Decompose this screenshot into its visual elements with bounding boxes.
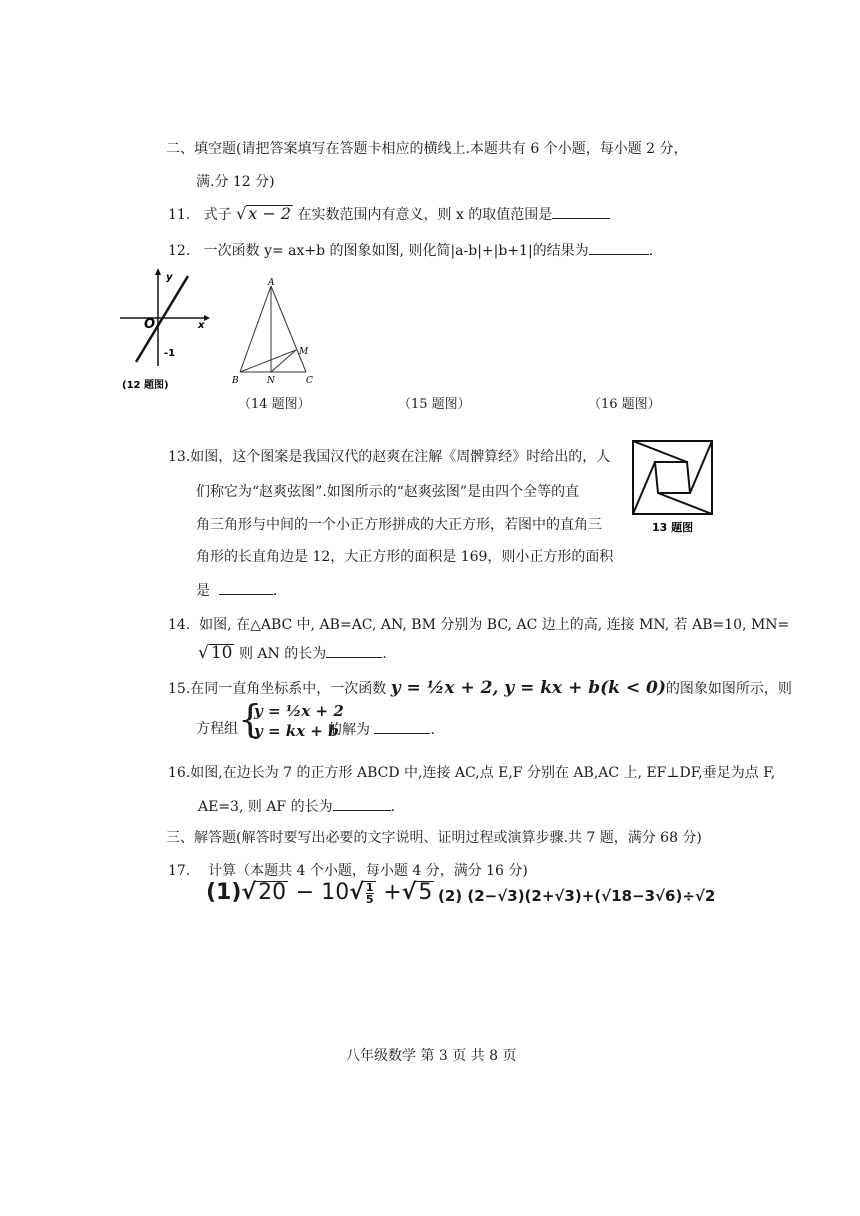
fig14-label-c: C <box>306 376 313 386</box>
section3-heading: 三、解答题(解答时要写出必要的文字说明、证明过程或演算步骤.共 7 题，满分 68 分) <box>166 830 702 846</box>
q15-number: 15. <box>168 681 191 697</box>
q13-line4: 角形的长直角边是 12，大正方形的面积是 169，则小正方形的面积 <box>196 549 614 565</box>
figure-13 <box>632 440 714 536</box>
q17-p1-root-c: 5 <box>418 880 433 905</box>
q17-part1 <box>206 880 434 912</box>
q11-number: 11. <box>168 207 191 223</box>
q13-end: . <box>272 583 278 599</box>
q14-end: . <box>382 646 387 662</box>
fig13-inner-square <box>655 462 690 493</box>
q11-post: 在实数范围内有意义，则 x 的取值范围是 <box>297 207 553 223</box>
q17-number: 17. <box>168 863 191 879</box>
q11-expr: x − 2 <box>248 204 292 223</box>
q14-line2 <box>198 643 387 663</box>
q13-answer-blank <box>219 582 273 595</box>
fig13-outer-square <box>633 441 712 514</box>
q16-line2 <box>198 796 395 816</box>
q17-p1-plus: + <box>383 880 402 905</box>
q14-text-1: 如图, 在△ABC 中, AB=AC, AN, BM 分别为 BC, AC 边上的高, 连接 MN, 若 AB=10, MN= <box>199 617 790 633</box>
q14-line1 <box>168 614 789 634</box>
q17-p1-radical-c: √5 <box>401 880 433 905</box>
fig13-caption: 13 题图 <box>652 521 694 534</box>
q15-text-1b: 的图象如图所示，则 <box>665 681 792 697</box>
q14-root: 10 <box>210 643 233 663</box>
fig12-origin-label: O <box>144 317 156 332</box>
section2-heading-cont: 满.分 12 分) <box>196 174 275 190</box>
q15-end: . <box>430 722 435 738</box>
q14-radical: √ 10 <box>198 643 233 663</box>
q15-system-eq1: y = ½x + 2 <box>254 702 344 720</box>
fig13-line-4 <box>633 462 655 514</box>
q15-line1 <box>168 678 792 698</box>
caption-15: （15 题图） <box>398 397 471 412</box>
q17-part2-expr: (2−√3)(2+√3)+(√18−3√6)÷√2 <box>467 887 716 905</box>
q13-line1 <box>168 446 610 466</box>
fig14-label-m: M <box>299 347 309 357</box>
figure-12 <box>118 266 218 394</box>
q13-text-5: 是 <box>196 583 210 599</box>
question-12 <box>168 240 653 260</box>
fig12-x-arrow <box>204 315 210 321</box>
q15-brace: { <box>238 697 263 741</box>
q12-text: 一次函数 y= ax+b 的图象如图, 则化简|a-b|+|b+1|的结果为 <box>203 243 589 259</box>
caption-14: （14 题图） <box>238 397 311 412</box>
q13-text-1: 如图，这个图案是我国汉代的赵爽在注解《周髀算经》时给出的，人 <box>190 449 611 465</box>
q11-radical: √ x − 2 <box>236 204 292 223</box>
q15-line2-tail <box>328 719 435 739</box>
q17-p1-minus: − 10 <box>295 880 350 905</box>
q17-p1-radical-a: √20 <box>241 880 287 905</box>
fig12-neg1-label: -1 <box>164 348 176 359</box>
fig14-segment-mn <box>271 350 296 372</box>
q17-p1-frac-num: 1 <box>365 881 374 894</box>
q15-equations: y = ½x + 2, y = kx + b(k < 0) <box>390 678 666 698</box>
q16-end: . <box>390 799 396 815</box>
q15-system-eq2: y = kx + b <box>254 722 339 740</box>
caption-16: （16 题图） <box>588 397 661 412</box>
page-footer: 八年级数学 第 3 页 共 8 页 <box>346 1048 517 1064</box>
fig12-x-label: x <box>198 320 205 331</box>
q11-answer-blank <box>552 206 610 219</box>
fig14-side-ac <box>271 286 306 372</box>
fig14-label-b: B <box>232 376 239 386</box>
q15-answer-blank <box>374 721 430 734</box>
fig14-label-n: N <box>267 376 275 386</box>
q14-answer-blank <box>326 645 382 658</box>
q12-answer-blank <box>589 242 649 255</box>
fig14-label-a: A <box>268 278 275 288</box>
q15-line2-label: 方程组 <box>196 721 238 737</box>
q17-line1 <box>168 860 528 880</box>
q12-number: 12. <box>168 243 191 259</box>
fig13-line-1 <box>633 441 687 462</box>
q14-number: 14. <box>168 617 191 633</box>
fig13-line-3 <box>658 493 712 514</box>
q17-p1-radical-b: √ $\frac{1}{5}$ <box>349 880 374 906</box>
q15-text-1: 在同一直角坐标系中，一次函数 <box>190 681 387 697</box>
q13-line2: 们称它为“赵爽弦图”.如图所示的“赵爽弦图”是由四个全等的直 <box>196 484 580 500</box>
q13-number: 13. <box>168 449 191 465</box>
fig14-side-ab <box>240 286 271 372</box>
q17-text: 计算（本题共 4 个小题，每小题 4 分，满分 16 分) <box>208 863 528 879</box>
question-11 <box>168 204 610 224</box>
fig12-y-arrow <box>155 268 161 275</box>
q13-line3: 角三角形与中间的一个小正方形拼成的大正方形，若图中的直角三 <box>196 517 602 533</box>
q17-part2-label: (2) <box>438 887 463 905</box>
figure-14 <box>226 276 326 388</box>
q16-line1 <box>168 762 775 782</box>
q11-pre: 式子 <box>203 207 232 223</box>
q16-number: 16. <box>168 765 191 781</box>
q13-line5 <box>196 580 277 600</box>
fig14-altitude-bm <box>240 350 296 372</box>
q16-text-2: AE=3, 则 AF 的长为 <box>198 799 333 815</box>
fig13-line-2 <box>690 441 712 493</box>
fig12-y-label: y <box>166 272 173 283</box>
q16-answer-blank <box>333 798 391 811</box>
section2-heading: 二、填空题(请把答案填写在答题卡相应的横线上.本题共有 6 个小题，每小题 2 分， <box>166 141 688 157</box>
q12-end: . <box>648 243 654 259</box>
q16-text-1: 如图,在边长为 7 的正方形 ABCD 中,连接 AC,点 E,F 分别在 AB,AC 上, EF⊥DF,垂足为点 F, <box>190 765 776 781</box>
q17-p1-root-a: 20 <box>258 880 287 905</box>
q15-text-2b: 的解为 <box>328 722 370 738</box>
q17-part1-label: (1) <box>206 880 242 905</box>
fig12-caption: (12 题图) <box>122 380 169 391</box>
q17-p1-frac-den: 5 <box>365 893 374 906</box>
q17-part2 <box>438 887 715 905</box>
q14-text-2: 则 AN 的长为 <box>238 646 327 662</box>
